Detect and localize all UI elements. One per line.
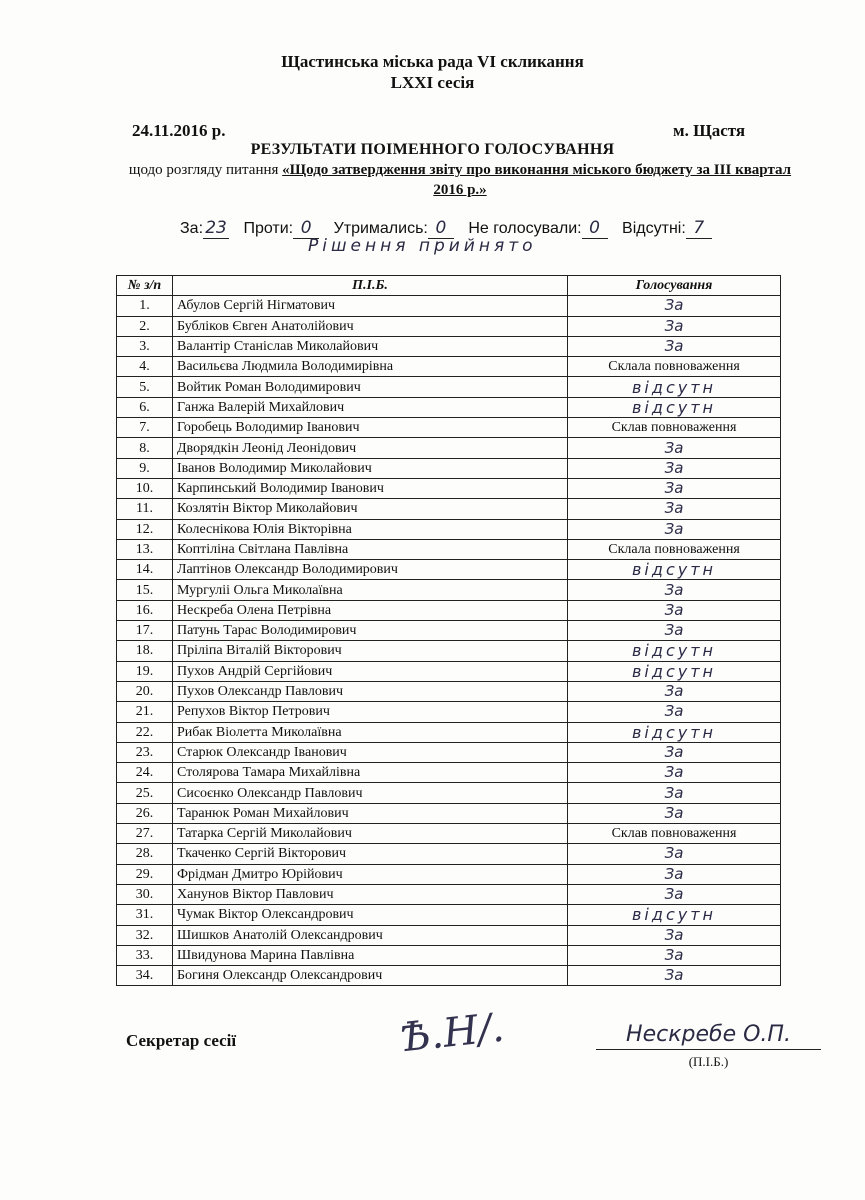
row-vote: відсутн [568, 377, 781, 397]
row-number: 2. [117, 316, 173, 336]
table-row [117, 925, 781, 945]
row-number: 31. [117, 905, 173, 925]
row-number: 17. [117, 621, 173, 641]
table-row [117, 824, 781, 844]
row-number: 25. [117, 783, 173, 803]
row-vote: За [568, 438, 781, 458]
row-vote: За [568, 884, 781, 904]
row-number: 12. [117, 519, 173, 539]
table-row [117, 844, 781, 864]
absent-count: 7 [686, 218, 712, 239]
row-number: 33. [117, 945, 173, 965]
row-vote: За [568, 925, 781, 945]
table-row [117, 600, 781, 620]
table-row [117, 357, 781, 377]
council-title: Щастинська міська рада VI скликання [281, 52, 584, 71]
table-row [117, 783, 781, 803]
row-name: Пріліпа Віталій Вікторович [173, 641, 568, 661]
document-title: РЕЗУЛЬТАТИ ПОІМЕННОГО ГОЛОСУВАННЯ [250, 141, 615, 158]
row-name: Таранюк Роман Михайлович [173, 803, 568, 823]
row-name: Бубліков Євген Анатолійович [173, 316, 568, 336]
row-number: 9. [117, 458, 173, 478]
table-row [117, 621, 781, 641]
row-vote: За [568, 580, 781, 600]
row-name: Пухов Андрій Сергійович [173, 661, 568, 681]
for-label: За: [180, 220, 204, 237]
abstained-count: 0 [428, 218, 454, 239]
table-row [117, 681, 781, 701]
row-vote: За [568, 478, 781, 498]
row-number: 10. [117, 478, 173, 498]
not-voted-label: Не голосували: [468, 220, 582, 237]
row-name: Козлятін Віктор Миколайович [173, 499, 568, 519]
row-number: 4. [117, 357, 173, 377]
row-vote: За [568, 336, 781, 356]
row-vote: За [568, 763, 781, 783]
row-name: Горобець Володимир Іванович [173, 418, 568, 438]
row-name: Богиня Олександр Олександрович [173, 966, 568, 986]
subject-title: «Щодо затвердження звіту про виконання міського бюджету за ІІІ квартал 2016 р.» [282, 162, 792, 198]
row-vote: За [568, 681, 781, 701]
row-number: 18. [117, 641, 173, 661]
row-vote: За [568, 621, 781, 641]
row-number: 3. [117, 336, 173, 356]
table-row [117, 884, 781, 904]
header-number: № з/п [117, 276, 173, 296]
row-number: 11. [117, 499, 173, 519]
row-vote: За [568, 803, 781, 823]
row-name: Чумак Віктор Олександрович [173, 905, 568, 925]
row-vote: За [568, 966, 781, 986]
secretary-label: Секретар сесії [126, 1031, 237, 1050]
table-row [117, 560, 781, 580]
row-vote: За [568, 783, 781, 803]
against-count: 0 [293, 218, 319, 239]
header-name: П.І.Б. [173, 276, 568, 296]
row-name: Карпинський Володимир Іванович [173, 478, 568, 498]
row-vote: відсутн [568, 661, 781, 681]
subject-prefix: щодо розгляду питання [128, 162, 283, 178]
table-row [117, 864, 781, 884]
row-vote: За [568, 600, 781, 620]
against-label: Проти: [243, 220, 294, 237]
table-row [117, 499, 781, 519]
table-row [117, 336, 781, 356]
row-name: Ганжа Валерій Михайлович [173, 397, 568, 417]
header-vote: Голосування [568, 276, 781, 296]
row-name: Патунь Тарас Володимирович [173, 621, 568, 641]
row-name: Валантір Станіслав Миколайович [173, 336, 568, 356]
table-row [117, 580, 781, 600]
row-name: Татарка Сергій Миколайович [173, 824, 568, 844]
row-name: Абулов Сергій Нігматович [173, 296, 568, 316]
table-row [117, 316, 781, 336]
row-vote: відсутн [568, 641, 781, 661]
row-name: Швидунова Марина Павлівна [173, 945, 568, 965]
row-vote: Склав повноваження [568, 824, 781, 844]
signer-name: Нескребе О.П. [596, 1022, 821, 1050]
row-vote: За [568, 864, 781, 884]
row-vote: За [568, 844, 781, 864]
secretary-signature: Ѣ.Н/. [397, 1004, 507, 1062]
row-name: Старюк Олександр Іванович [173, 742, 568, 762]
table-body [117, 296, 781, 986]
row-vote: відсутн [568, 560, 781, 580]
table-row [117, 397, 781, 417]
table-row [117, 661, 781, 681]
row-name: Войтик Роман Володимирович [173, 377, 568, 397]
row-number: 16. [117, 600, 173, 620]
not-voted-count: 0 [582, 218, 608, 239]
table-row [117, 519, 781, 539]
row-number: 27. [117, 824, 173, 844]
row-vote: За [568, 316, 781, 336]
row-number: 22. [117, 722, 173, 742]
table-row [117, 722, 781, 742]
row-name: Фрідман Дмитро Юрійович [173, 864, 568, 884]
abstained-label: Утрималис [333, 220, 416, 237]
row-number: 30. [117, 884, 173, 904]
table-row [117, 377, 781, 397]
agenda-subject [120, 160, 800, 200]
table-row [117, 296, 781, 316]
row-vote: За [568, 499, 781, 519]
table-row [117, 763, 781, 783]
for-count: 23 [203, 218, 229, 239]
row-number: 32. [117, 925, 173, 945]
abstained-label-suffix: ь: [415, 220, 428, 237]
row-number: 8. [117, 438, 173, 458]
row-vote: За [568, 458, 781, 478]
row-name: Столярова Тамара Михайлівна [173, 763, 568, 783]
row-number: 26. [117, 803, 173, 823]
decision-note: Рішення прийнято [308, 236, 537, 256]
row-vote: Склала повноваження [568, 539, 781, 559]
roll-call-table [116, 275, 781, 986]
row-number: 34. [117, 966, 173, 986]
row-vote: За [568, 742, 781, 762]
row-name: Васильєва Людмила Володимирівна [173, 357, 568, 377]
row-number: 19. [117, 661, 173, 681]
row-vote: відсутн [568, 722, 781, 742]
row-vote: За [568, 519, 781, 539]
row-vote: Склала повноваження [568, 357, 781, 377]
row-number: 5. [117, 377, 173, 397]
row-vote: За [568, 296, 781, 316]
table-row [117, 438, 781, 458]
row-number: 6. [117, 397, 173, 417]
row-name: Пухов Олександр Павлович [173, 681, 568, 701]
row-name: Іванов Володимир Миколайович [173, 458, 568, 478]
row-name: Дворядкін Леонід Леонідович [173, 438, 568, 458]
row-vote: За [568, 945, 781, 965]
table-row [117, 641, 781, 661]
table-row [117, 458, 781, 478]
row-name: Нескреба Олена Петрівна [173, 600, 568, 620]
row-vote: Склав повноваження [568, 418, 781, 438]
table-row [117, 478, 781, 498]
table-row [117, 418, 781, 438]
row-name: Коптіліна Світлана Павлівна [173, 539, 568, 559]
row-vote: відсутн [568, 397, 781, 417]
absent-label: Відсутні: [622, 220, 686, 237]
row-number: 13. [117, 539, 173, 559]
row-number: 7. [117, 418, 173, 438]
row-name: Ткаченко Сергій Вікторович [173, 844, 568, 864]
table-row [117, 945, 781, 965]
table-row [117, 905, 781, 925]
table-row [117, 702, 781, 722]
table-row [117, 803, 781, 823]
session-title: LXXI сесія [390, 73, 475, 92]
row-name: Сисоєнко Олександр Павлович [173, 783, 568, 803]
row-number: 28. [117, 844, 173, 864]
row-number: 21. [117, 702, 173, 722]
row-number: 20. [117, 681, 173, 701]
row-number: 29. [117, 864, 173, 884]
row-name: Шишков Анатолій Олександрович [173, 925, 568, 945]
row-name: Мургуліі Ольга Миколаївна [173, 580, 568, 600]
row-number: 15. [117, 580, 173, 600]
table-row [117, 966, 781, 986]
row-number: 23. [117, 742, 173, 762]
row-number: 14. [117, 560, 173, 580]
row-number: 1. [117, 296, 173, 316]
row-vote: відсутн [568, 905, 781, 925]
document-city: м. Щастя [673, 121, 746, 140]
table-header-row [117, 276, 781, 296]
row-name: Колеснікова Юлія Вікторівна [173, 519, 568, 539]
table-row [117, 742, 781, 762]
pib-label: (П.І.Б.) [688, 1054, 729, 1069]
row-number: 24. [117, 763, 173, 783]
row-name: Рибак Віолетта Миколаївна [173, 722, 568, 742]
table-row [117, 539, 781, 559]
row-vote: За [568, 702, 781, 722]
row-name: Ханунов Віктор Павлович [173, 884, 568, 904]
row-name: Лаптінов Олександр Володимирович [173, 560, 568, 580]
document-date: 24.11.2016 р. [132, 121, 226, 140]
row-name: Репухов Віктор Петрович [173, 702, 568, 722]
